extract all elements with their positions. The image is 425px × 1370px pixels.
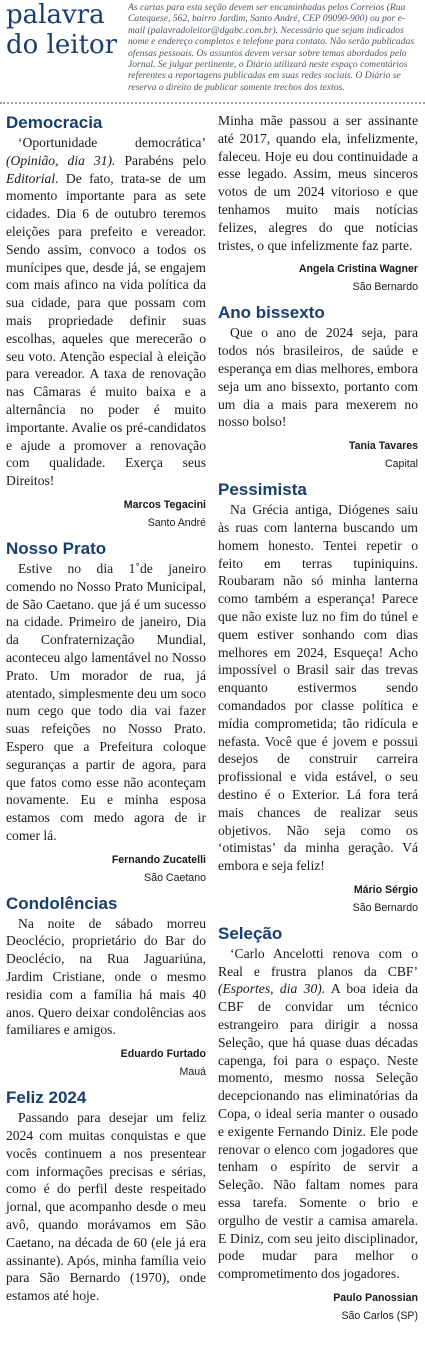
author-name: Fernando Zucatelli: [111, 853, 206, 866]
section-header: [6, 0, 419, 98]
letter-signature: [218, 262, 418, 294]
letters-columns: [6, 112, 419, 1331]
letter-title: Seleção: [218, 923, 283, 943]
letter-body: Na Grécia antiga, Diógenes saiu às ruas com lanterna buscando um homem honesto. Tentei repetir o feito em terras tupiniquins. Roubaram não só minha lanterna como também a esperança! Parece que não existe luz no fim do túnel e quem estiver sonhando com dias melhores em 2024, Esqueça! Acho impossível o Brasil sair das trevas enquanto estivermos sendo comandados por classe política e mídia comprometida; tão ridícula e nefasta. Você que é jovem e possui desejos de construir carreira profissional e vida estável, o seu destino é o Exterior. Lá fora terá mais chances de realizar seus objetivos. Não seja como os ‘otimistas’ da minha geração. Vá embora e seja feliz!: [218, 502, 418, 874]
letter-signature: [6, 1047, 206, 1079]
quoted-headline: ‘Oportunidade democrática’: [18, 135, 206, 150]
letter-signature: [6, 498, 206, 530]
letter-selecao: [218, 923, 418, 1323]
masthead-line-1: palavra: [6, 0, 105, 30]
author-name: Paulo Panossian: [333, 1292, 418, 1305]
author-name: Mário Sérgio: [353, 883, 418, 896]
letter-title: Condolências: [6, 893, 118, 913]
author-city: São Bernardo: [352, 901, 418, 914]
letter-title: Pessimista: [218, 480, 307, 500]
letter-title: Ano bissexto: [218, 303, 325, 323]
author-city: São Bernardo: [352, 281, 418, 294]
letter-title: Nosso Prato: [6, 538, 107, 558]
letter-feliz-2024-continued: [218, 112, 418, 294]
letter-body: [6, 134, 206, 490]
masthead-line-2: do leitor: [6, 30, 118, 60]
source-reference: (Esportes, dia 30).: [218, 981, 326, 997]
letter-signature: [6, 853, 206, 885]
header-divider: [0, 102, 425, 104]
author-name: Marcos Tegacini: [123, 498, 206, 511]
author-name: Angela Cristina Wagner: [298, 263, 418, 276]
author-name: Tania Tavares: [348, 440, 418, 453]
author-city: Capital: [385, 458, 418, 471]
letter-democracia: [6, 112, 206, 530]
source-reference: (Opinião, dia 31).: [6, 152, 116, 168]
submission-instructions: As cartas para esta seção devem ser encaminhadas pelos Correios (Rua Catequese, 562, bairro Jardim, Santo André, CEP 09090-900) ou por e-mail (palavradoleitor@dgabc.com.br). Necessário que sejam indicados nome e endereço completos e telefone para contato. Não serão publicadas ofensas pessoais. Os assuntos devem versar sobre temas abordados pelo Jornal. Se julgar pertinente, o Diário utilizará neste espaço comentários referentes a reportagens publicadas em suas redes sociais. O Diário se reserva o direito de publicar somente trechos dos textos.: [128, 2, 415, 93]
letter-body: Na noite de sábado morreu Deoclécio, proprietário do Bar do Deoclécio, na Rua Jaguariúna, Jardim Cristiane, onde o mesmo residia com a família há mais 40 anos. Quero deixar condolências aos familiares e amigos.: [6, 915, 206, 1038]
letter-title: Democracia: [6, 113, 103, 132]
author-name: Eduardo Furtado: [120, 1048, 206, 1061]
right-column: [218, 112, 418, 1331]
letter-condolencias: [6, 893, 206, 1080]
letter-body: Estive no dia 1˚de janeiro comendo no Nosso Prato Municipal, de São Caetano. que já é um sucesso na cidade. Primeiro de janeiro, Dia da Confraternização Mundial, aconteceu algo lamentável no Nosso Prato. Um morador de rua, já atentado, simplesmente deu um soco num cego que todo dia vai fazer suas refeições no Nosso Prato. Espero que a Prefeitura coloque seguranças a partir de agora, para que fatos como esse não aconteçam novamente. Eu e minha esposa estamos com medo agora de ir comer lá.: [6, 560, 206, 843]
letter-signature: [218, 883, 418, 915]
letter-title: Feliz 2024: [6, 1088, 87, 1108]
letter-body: [218, 945, 418, 1283]
author-city: Santo André: [147, 516, 206, 529]
quoted-headline: ‘Carlo Ancelotti renova com o Real e frustra planos da CBF’: [218, 945, 418, 979]
letter-text: A boa ideia da CBF de convidar um técnico estrangeiro para dirigir a nossa Seleção, que há quase duas décadas capenga, foi para o espaço. Neste momento, mesmo nossa Seleção decepcionando nas eliminatórias da Copa, o ideal seria manter o ousado e exigente Fernando Diniz. Ele pode renovar o elenco com jogadores que tenham o espírito de servir a Seleção. Não faltam nomes para essa tarefa. Somente o brio e orgulho de vestir a camisa amarela. E Diniz, com seu jeito disciplinador, pode mudar para melhor o comprometimento dos jogadores.: [218, 981, 418, 1282]
letter-body-continued: Minha mãe passou a ser assinante até 2017, quando ela, infelizmente, faleceu. Hoje eu dou continuidade a esse legado. Assim, meus sinceros votos de um 2024 vitorioso e que tenhamos muito mais notícias felizes, alegres do que notícias tristes, o que infelizmente faz parte.: [218, 113, 418, 253]
author-city: São Caetano: [144, 871, 206, 884]
letter-pessimista: [218, 479, 418, 915]
letter-text: . De fato, trata-se de um momento importante para as sete cidades. Dia 6 de outubro teremos eleições para prefeito e vereador. Sendo assim, convoco a todos os munícipes que, desde já, se engajem com mais afinco na vida política da sua cidade, para que possam com mais propriedade definir suas escolhas, aqueles que merecerão o seu voto. Atenção especial à eleição para vereador. A taxa de renovação nas Câmaras é muito baixa e a alternância no poder é muito importante. Avalie os pré-candidatos e ajude a promover a renovação com qualidade. Exerça seus Direitos!: [6, 170, 206, 489]
letter-ano-bissexto: [218, 302, 418, 471]
letter-text: Parabéns pelo: [115, 152, 206, 168]
letter-feliz-2024: [6, 1087, 206, 1305]
author-city: São Carlos (SP): [341, 1310, 418, 1323]
left-column: [6, 112, 206, 1331]
section-masthead: [6, 0, 128, 60]
editorial-reference: Editorial: [6, 170, 56, 186]
letter-signature: [218, 1291, 418, 1323]
author-city: Mauá: [179, 1066, 206, 1079]
letter-body: Que o ano de 2024 seja, para todos nós brasileiros, de saúde e esperança em dias melhores, embora seja um ano bissexto, portanto com um dia a mais para mexerem no nosso bolso!: [218, 325, 418, 430]
letter-signature: [218, 439, 418, 471]
letter-body: Passando para desejar um feliz 2024 com muitas conquistas e que vocês continuem a nos presentear com informações precisas e sérias, como é do perfil deste respeitado jornal, que acompanho desde o meu avô, quando morávamos em São Caetano, na década de 60 (ele já era assinante). Após, minha família veio para São Bernardo (1970), onde estamos até hoje.: [6, 1110, 206, 1304]
letter-nosso-prato: [6, 538, 206, 885]
